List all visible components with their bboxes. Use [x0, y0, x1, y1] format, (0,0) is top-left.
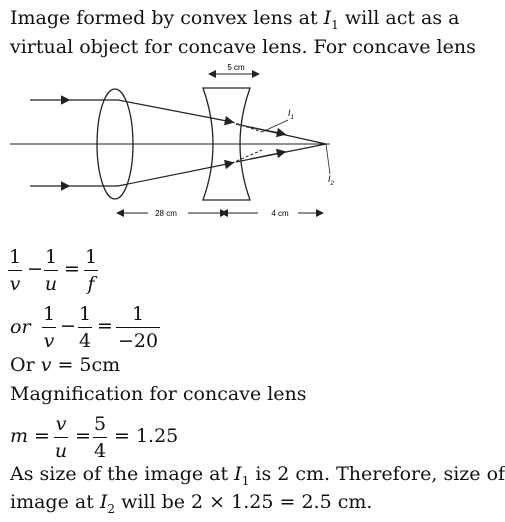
magnification-heading: Magnification for concave lens	[10, 383, 307, 405]
ray-bottom-virtual-extension	[232, 150, 262, 163]
minus-sign-2: −	[60, 315, 76, 337]
frac-1-over-f: 1 f	[84, 246, 98, 296]
conclusion-line-2	[10, 490, 372, 521]
intro-text-tail: will act as a	[338, 7, 460, 29]
result-variable: v	[40, 354, 52, 376]
i2-pointer	[326, 144, 330, 174]
frac-1-over-v: 1 v	[8, 246, 22, 296]
image-subscript-2: 2	[107, 501, 116, 516]
label-i2: $I_2$	[328, 174, 334, 187]
image-symbol: I	[323, 7, 332, 29]
conclusion-line-1	[10, 462, 505, 493]
or-label: or	[10, 316, 31, 338]
image-subscript-1: 1	[241, 473, 250, 488]
image-symbol-i2: I	[99, 491, 108, 513]
result-value: = 5cm	[51, 354, 121, 376]
ray-top-refracted	[118, 100, 232, 122]
ray-diagram	[0, 58, 505, 228]
image-symbol-i1: I	[234, 463, 242, 485]
conclusion-text-2-tail: will be 2 × 1.25 = 2.5 cm.	[115, 491, 373, 513]
frac-1-over-minus-20: 1 −20	[117, 303, 159, 353]
label-i1: $I_1$	[288, 108, 294, 121]
intro-line-1	[10, 6, 459, 37]
equals-sign-3: =	[34, 425, 50, 447]
magnification-value: = 1.25	[114, 425, 179, 447]
frac-5-over-4: 5 4	[93, 413, 107, 463]
dim-5cm-label: 5 cm	[227, 63, 245, 72]
equals-sign-4: =	[75, 425, 91, 447]
equals-sign-2: =	[97, 315, 113, 337]
ray-top-diverging-arrow	[250, 127, 284, 134]
image-subscript: 1	[331, 17, 339, 32]
intro-line-2: virtual object for concave lens. For concave lens	[10, 36, 476, 58]
ray-bottom-refracted	[118, 163, 232, 186]
frac-v-over-u: v u	[54, 413, 68, 463]
intro-text: Image formed by convex lens at	[10, 7, 324, 29]
dim-4cm-label: 4 cm	[271, 209, 289, 218]
conclusion-text-2: image at	[10, 491, 100, 513]
ray-top-diverging	[236, 124, 326, 144]
result-line	[10, 353, 120, 377]
m-variable: m	[10, 425, 29, 447]
result-prefix: Or	[10, 354, 41, 376]
i1-pointer	[262, 120, 288, 132]
frac-1-over-4: 1 4	[78, 303, 92, 353]
conclusion-text-tail: is 2 cm. Therefore, size of	[249, 463, 505, 485]
frac-1-over-v-2: 1 v	[42, 303, 56, 353]
frac-1-over-u: 1 u	[44, 246, 58, 296]
minus-sign: −	[27, 258, 43, 280]
dim-28cm-label: 28 cm	[155, 209, 177, 218]
conclusion-text: As size of the image at	[10, 463, 235, 485]
equals-sign: =	[64, 258, 80, 280]
